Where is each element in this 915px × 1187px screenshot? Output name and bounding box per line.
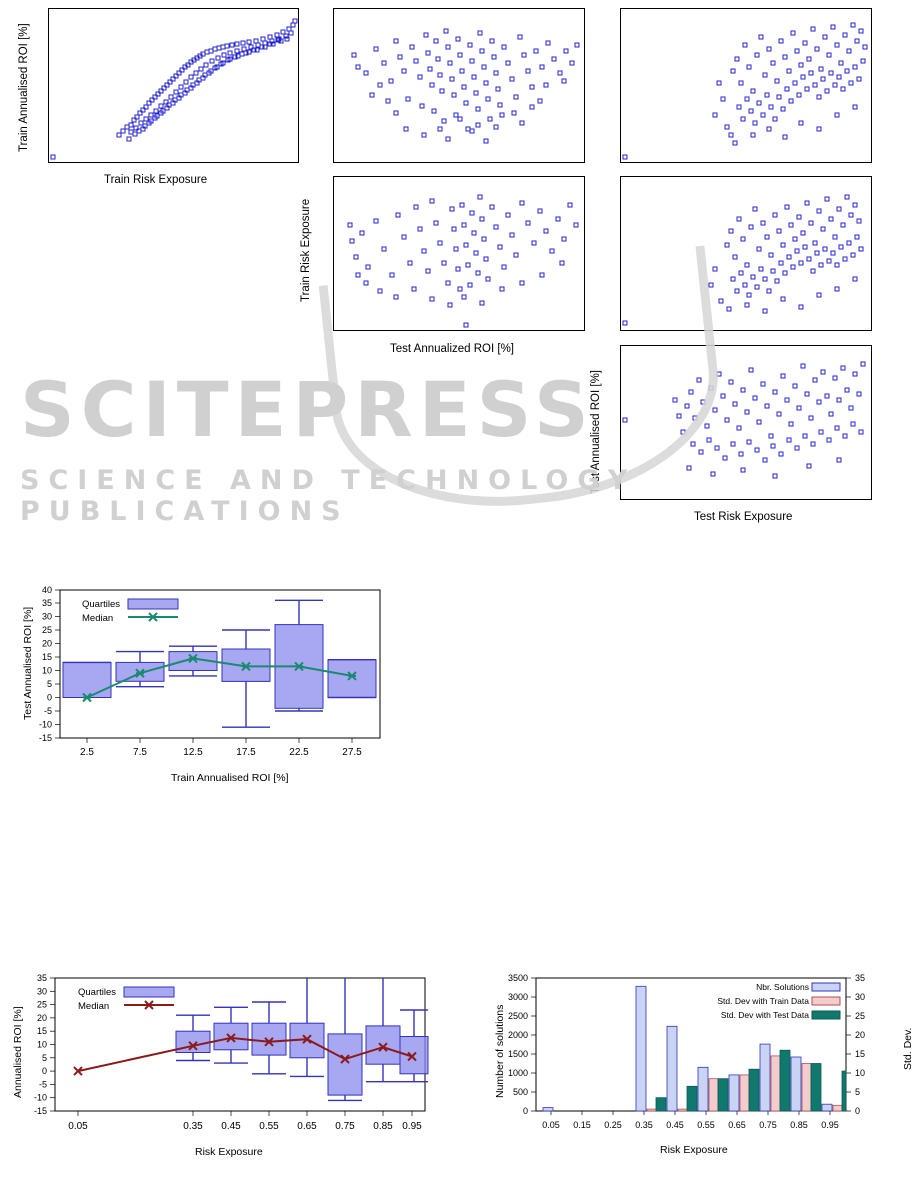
matrix-xlabel-train-risk: Train Risk Exposure [104,174,208,186]
matrix-xlabel-test-risk: Test Risk Exposure [694,511,793,523]
svg-text:30: 30 [41,611,52,622]
legend-label-median: Median [78,1001,110,1012]
svg-text:0.65: 0.65 [297,1121,317,1132]
scatter-points [621,177,871,330]
legend-label-quartiles: Quartiles [78,987,117,998]
boxplot-svg [8,580,438,795]
scatter-panel-r1c1 [48,8,299,163]
svg-text:17.5: 17.5 [236,747,256,758]
svg-text:0.35: 0.35 [183,1121,203,1132]
legend-label-nbr-solutions: Nbr. Solutions [756,982,809,992]
svg-text:0: 0 [46,692,52,703]
svg-text:2000: 2000 [507,1030,528,1040]
svg-text:0.45: 0.45 [666,1120,684,1130]
svg-text:1000: 1000 [507,1068,528,1078]
svg-text:0.55: 0.55 [259,1121,279,1132]
watermark-subtitle: SCIENCE AND TECHNOLOGY PUBLICATIONS [20,465,637,527]
svg-text:0.25: 0.25 [604,1120,622,1130]
legend-label-quartiles: Quartiles [82,599,121,610]
svg-text:5: 5 [46,679,52,689]
svg-text:500: 500 [512,1087,528,1097]
svg-text:0.65: 0.65 [728,1120,746,1130]
scatter-points [334,9,584,162]
svg-text:35: 35 [41,598,52,608]
svg-text:7.5: 7.5 [133,747,147,758]
svg-text:-10: -10 [38,719,52,730]
svg-text:0.85: 0.85 [790,1120,808,1130]
svg-text:10: 10 [855,1068,866,1078]
matrix-ylabel-train-roi: Train Annualised ROI [%] [18,23,30,152]
scatter-points [49,9,298,162]
svg-text:0.95: 0.95 [821,1120,839,1130]
scatter-points [334,177,584,330]
matrix-xlabel-test-roi: Test Annualized ROI [%] [390,343,515,355]
svg-text:1500: 1500 [507,1049,528,1059]
svg-text:25: 25 [855,1011,866,1021]
svg-text:0.75: 0.75 [335,1121,355,1132]
svg-text:0.95: 0.95 [402,1121,422,1132]
box1-ylabel: Test Annualised ROI [%] [22,606,34,720]
bar-y2label: Std. Dev. [902,1027,914,1070]
svg-text:20: 20 [36,1012,47,1023]
scatter-panel-r1c3 [620,8,872,163]
svg-text:3500: 3500 [507,973,528,983]
svg-text:0.45: 0.45 [221,1121,241,1132]
svg-text:0: 0 [522,1106,528,1116]
svg-text:0.75: 0.75 [759,1120,777,1130]
scatter-points [621,346,871,499]
svg-text:2.5: 2.5 [80,747,94,758]
svg-text:12.5: 12.5 [183,747,203,758]
svg-text:0.35: 0.35 [635,1120,653,1130]
svg-text:-10: -10 [33,1092,47,1103]
svg-text:5: 5 [855,1087,861,1097]
svg-text:0: 0 [855,1106,861,1116]
svg-text:20: 20 [41,638,52,649]
svg-text:5: 5 [41,1052,47,1063]
svg-text:0.85: 0.85 [373,1121,393,1132]
svg-text:10: 10 [36,1039,47,1050]
svg-text:35: 35 [855,973,866,983]
svg-text:0.05: 0.05 [542,1120,560,1130]
svg-text:2500: 2500 [507,1011,528,1021]
svg-text:-5: -5 [38,1079,47,1090]
boxplot-risk-exposure [0,968,440,1183]
svg-text:3000: 3000 [507,992,528,1002]
svg-text:0.15: 0.15 [573,1120,591,1130]
svg-text:15: 15 [855,1049,866,1059]
svg-text:15: 15 [41,652,52,662]
scatter-panel-r3c3 [620,345,872,500]
scatter-matrix [0,0,915,540]
legend-label-std-train: Std. Dev with Train Data [717,996,809,1006]
scatter-panel-r2c2 [333,176,585,331]
svg-text:30: 30 [855,992,866,1002]
box2-xlabel: Risk Exposure [195,1146,263,1158]
scatter-points [621,9,871,162]
svg-text:0.05: 0.05 [68,1121,88,1132]
matrix-ylabel-train-risk: Train Risk Exposure [300,198,312,302]
watermark-title: SCITEPRESS [20,365,595,454]
svg-text:40: 40 [41,585,52,595]
svg-text:15: 15 [36,1026,47,1037]
svg-text:35: 35 [36,973,47,983]
svg-text:25: 25 [36,999,47,1010]
bar-xlabel: Risk Exposure [660,1144,728,1156]
svg-text:-15: -15 [38,733,52,743]
box2-ylabel: Annualised ROI [%] [12,1006,24,1098]
scatter-panel-r2c3 [620,176,872,331]
boxplot-train-annualised-roi [8,580,438,795]
svg-text:25: 25 [41,625,52,635]
svg-text:-5: -5 [43,706,52,716]
svg-text:27.5: 27.5 [342,747,362,758]
scatter-panel-r1c2 [333,8,585,163]
barchart-solutions [478,968,915,1183]
box1-xlabel: Train Annualised ROI [%] [171,772,289,784]
svg-text:-15: -15 [33,1106,47,1116]
bar-ylabel: Number of solutions [494,1004,506,1098]
svg-text:0: 0 [41,1066,47,1077]
svg-text:20: 20 [855,1030,866,1040]
legend-label-median: Median [82,613,114,624]
svg-text:0.55: 0.55 [697,1120,715,1130]
legend-label-std-test: Std. Dev with Test Data [720,1010,809,1020]
svg-text:30: 30 [36,986,47,997]
matrix-ylabel-test-roi: Test Annualised ROI [%] [590,369,602,494]
svg-text:10: 10 [41,665,52,676]
svg-text:22.5: 22.5 [289,747,309,758]
